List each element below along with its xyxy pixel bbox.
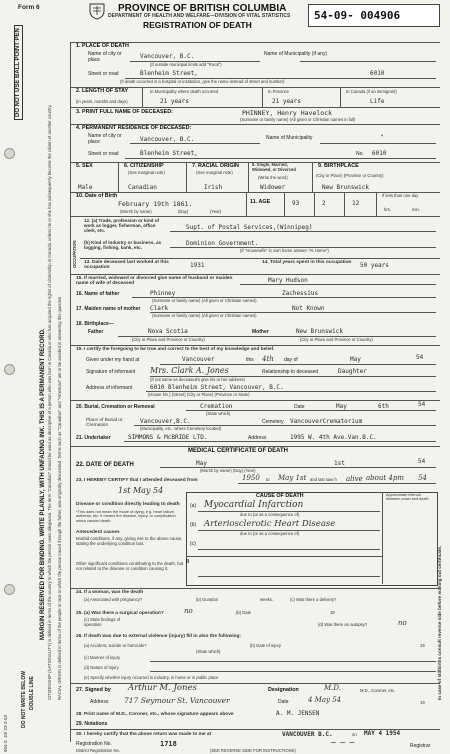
- full-name-sub: (Surname or family name) (All given or Christian names in full): [240, 117, 356, 122]
- district-registration-label: District Registration No.: [76, 748, 120, 753]
- residence-municipality: ": [380, 134, 384, 141]
- occurred-label: (e) Specify whether injury occurred in industry, in home or in public place: [84, 675, 219, 680]
- place-of-death-label: 1. PLACE OF DEATH: [76, 43, 129, 49]
- mother-surname: Clark: [150, 305, 169, 312]
- attended-label: 23. I HEREBY CERTIFY that I attended deceased from: [76, 478, 198, 483]
- interval-title: Approximate interval between onset and death: [386, 493, 429, 502]
- municipality-label: Name of Municipality (if any): [264, 51, 328, 57]
- sex-value: Male: [78, 184, 93, 191]
- birthplace-label: 9. BIRTHPLACE: [318, 163, 359, 169]
- dob-day-sub: (Day): [178, 209, 189, 214]
- registrar-date-stamp: MAY 4 1954: [364, 730, 401, 737]
- cause-of-death-title: CAUSE OF DEATH: [256, 493, 304, 499]
- business-value: Dominion Government.: [186, 240, 259, 247]
- birthplace-value: New Brunswick: [322, 184, 369, 191]
- department-line: DEPARTMENT OF HEALTH AND WELFARE—DIVISION OF VITAL STATISTICS: [108, 13, 291, 19]
- given-day-of-label: day of: [284, 357, 298, 363]
- occupation-side-label: OCCUPATION: [72, 240, 77, 268]
- father-label: 16. Name of father: [76, 291, 120, 297]
- stay-municipality-value: 21 years: [160, 98, 189, 105]
- given-year: 54: [416, 354, 424, 361]
- residence-street: Blenheim Street,: [140, 150, 198, 157]
- father-surname: Phinney: [150, 290, 176, 297]
- total-years-label: 14. Total years spent in this occupation: [262, 260, 352, 265]
- birthplace-mother-label: Mother: [252, 329, 269, 335]
- signer-address-label: Address: [90, 699, 109, 705]
- burial-place-label: Place of Burial or Cremation: [86, 418, 123, 429]
- date-of-birth-value: February 19th 1861.: [118, 200, 193, 208]
- dob-month-sub: (Month by name): [120, 209, 152, 214]
- birthplace-father-label: Father: [88, 329, 104, 335]
- undertaker-address-label: Address: [248, 435, 267, 441]
- father-sub: (Surname or family name) (All given or Christian names): [152, 298, 257, 303]
- last-saw-time: about 4pm: [366, 474, 404, 482]
- accident-label: (a) Accident, suicide or homicide?: [84, 643, 147, 648]
- date-of-birth-label: 10. Date of Birth: [76, 193, 118, 199]
- burial-place: Vancouver,B.C.: [140, 418, 191, 425]
- operation-date-label: (b) Date: [236, 610, 252, 615]
- disease-note: *This does not mean the mode of dying, e.g. heart failure, asthenia, etc. It means the disease, injury, or complication which caused death.: [76, 509, 176, 523]
- woman-weeks: weeks.: [260, 597, 274, 602]
- burial-label: 20. Burial, Cremation or Removal: [76, 404, 155, 410]
- stay-province-label: In Province: [268, 89, 289, 94]
- stay-canada-label: In Canada (if an immigrant): [346, 89, 397, 94]
- total-years-value: 50 years: [360, 262, 389, 269]
- double-line: DOUBLE LINE: [29, 676, 35, 710]
- full-name-label: 3. PRINT FULL NAME OF DECEASED:: [76, 109, 173, 115]
- stay-province-value: 21 years: [272, 98, 301, 105]
- stillbirth-note: In case of stillbirths consult reverse side before making out certificate.: [437, 545, 442, 700]
- age-label: 11. AGE: [250, 199, 271, 205]
- medical-certificate-title: MEDICAL CERTIFICATE OF DEATH: [188, 448, 288, 454]
- residence-municipality-label: Name of Municipality: [266, 135, 313, 141]
- informant-certify: 19. I certify the foregoing to be true and correct to the best of my knowledge and belief.: [76, 347, 275, 352]
- citizenship-sub: (See marginal note): [128, 170, 165, 175]
- marital-sub: (Write the word): [258, 175, 288, 180]
- citizenship-note: CITIZENSHIP (NATIONALITY) is defined in terms of the country to which the person owes allegiance. The term "Canadian" should be used as descriptive of a person who was born in Canada or who has acquired the rights of citizenship in Canada, unless he or she has subsequently become the citizen of another country.: [47, 104, 52, 700]
- registrar-label: Registrar: [410, 743, 431, 749]
- attended-year: 54: [418, 474, 427, 482]
- due-to-2: due to (or as a consequence of): [240, 531, 300, 536]
- antecedent-note: Morbid conditions, if any, giving rise to the above cause, stating the underlying condition last.: [76, 536, 183, 546]
- given-under-place: Vancouver: [182, 356, 215, 363]
- woman-label: 24. If a woman, was the death: [76, 590, 144, 595]
- cemetery-label: Cemetery: [262, 419, 284, 425]
- burial-day: 6th: [378, 403, 389, 410]
- relationship-value: Daughter: [338, 368, 367, 375]
- registrar-signature-icon: ~ ~ ~: [330, 738, 356, 747]
- length-of-stay-sub: (in years, months and days): [76, 99, 128, 104]
- hrs-label: hrs.: [384, 207, 391, 212]
- burial-year: 54: [418, 401, 426, 408]
- designation-value: M.D.: [324, 684, 341, 692]
- autopsy-value: no: [398, 619, 407, 627]
- name-of-city-label: Name of city or place: [88, 51, 122, 63]
- form-code: 904-3. 10/ 23-2-53: [3, 714, 8, 752]
- deceased-full-name: PHINNEY, Henry Havelock: [242, 109, 333, 117]
- birthplace-father-value: Nova Scotia: [148, 328, 188, 335]
- registrar-on-label: on: [352, 732, 357, 737]
- birthplace-mother-value: New Brunswick: [296, 328, 343, 335]
- undertaker-address: 1995 W. 4th Ave.Van.B.C.: [290, 434, 377, 441]
- registration-number: 54-09- 004906: [314, 9, 401, 22]
- attended-from: 1950: [242, 474, 260, 482]
- md-coroner-note: M.D., Coroner, etc.: [360, 688, 396, 693]
- signer-year-label: 19: [420, 700, 425, 705]
- residence-street-label: Street or road: [88, 151, 119, 157]
- residence-city: Vancouver, B.C.: [140, 136, 195, 143]
- birthplace-sub: (City or Place) (Province or Country): [316, 173, 384, 178]
- province-heading: PROVINCE OF BRITISH COLUMBIA: [118, 3, 287, 14]
- residence-number: 6010: [372, 150, 387, 157]
- cause-b-label: (b): [190, 522, 197, 528]
- marital-label: 8. Single, Married, Widowed, or Divorced: [252, 162, 296, 172]
- address-informant-label: Address of informant: [86, 385, 133, 391]
- operation-value: no: [184, 607, 193, 615]
- do-not-write-below: DO NOT WRITE BELOW: [21, 671, 27, 728]
- registrar-place: VANCOUVER B.C.: [282, 731, 333, 738]
- trade-value: Supt. of Postal Services,(Winnipeg): [186, 224, 313, 231]
- registration-number-label: Registration No.: [76, 741, 112, 747]
- signer-date: 4 May 54: [308, 696, 342, 704]
- attended-hand-date: 1st May 54: [118, 486, 164, 495]
- mother-label: 17. Maiden name of mother: [76, 306, 141, 312]
- min-label: min.: [412, 207, 420, 212]
- citizenship-label: 6. CITIZENSHIP: [124, 163, 164, 169]
- burial-place-sub: (Municipality, etc., where Cemetery located): [140, 426, 222, 431]
- place-of-death-number: 6010: [370, 70, 385, 77]
- marital-value: Widower: [260, 184, 286, 191]
- nature-label: (d) Nature of injury: [84, 665, 119, 670]
- signed-by-value: Arthur M. Jones: [128, 683, 197, 693]
- date-of-death-month: May: [196, 460, 207, 467]
- signer-date-label: Date: [278, 699, 289, 705]
- disease-leading-label: Disease or condition directly leading to death: [76, 502, 180, 507]
- undertaker-name: SIMMONS & McBRIDE LTD.: [128, 434, 208, 441]
- given-under-label: Given under my hand at: [86, 357, 140, 363]
- residence-label: 4. PERMANENT RESIDENCE OF DECEASED:: [76, 125, 192, 131]
- spouse-label: 15. If married, widowed or divorced give name of husband or maiden name of wife of deceased: [76, 276, 233, 287]
- other-conditions-numeral: II: [186, 559, 189, 565]
- birthplace-parents-sub-2: (City or Place and Province or Country): [300, 337, 373, 342]
- binder-hole-middle: [4, 364, 15, 375]
- burial-sub: (State which): [206, 411, 231, 416]
- autopsy-label: (d) Was there an autopsy?: [318, 622, 368, 627]
- date-of-death-label: 22. DATE OF DEATH: [76, 462, 134, 468]
- operation-label: 25. (a) Was there a surgical operation?: [76, 611, 164, 616]
- given-month: May: [350, 356, 361, 363]
- print-name-value: A. M. JENSEN: [276, 710, 320, 717]
- cause-b-value: Arteriosclerotic Heart Disease: [204, 519, 336, 529]
- trade-label: 12. (a) Trade, profession or kind of work as logger, fisherman, office clerk, etc.: [84, 218, 160, 234]
- form-title: REGISTRATION OF DEATH: [143, 20, 252, 30]
- notations-label: 29. Notations: [76, 721, 108, 727]
- operation-year-label: 19: [330, 610, 335, 615]
- place-of-death-street: Blenheim Street,: [140, 70, 198, 77]
- antecedent-label: Antecedent causes: [76, 530, 120, 535]
- address-informant: 6010 Blenheim Street, Vancouver, B.C.: [150, 384, 284, 391]
- cause-c-label: (c): [190, 541, 196, 547]
- age-years: 93: [292, 200, 300, 207]
- place-of-death-city: Vancouver, B.C.: [140, 53, 195, 60]
- other-conditions-note: Other significant conditions contributing to the death, but not related to the disease or condition causing it.: [76, 561, 184, 571]
- dob-year-sub: (Year): [210, 209, 222, 214]
- signature-informant: Mrs. Clark A. Jones: [150, 366, 229, 375]
- last-worked-value: 1931: [190, 262, 205, 269]
- last-worked-label: 13. Date deceased last worked at this occupation: [84, 260, 169, 271]
- cemetery-value: VancouverCrematorium: [290, 418, 363, 425]
- racial-origin-value: Irish: [204, 184, 223, 191]
- print-name-label: 28. Print name of M.D., Coroner, etc., whose signature appears above: [76, 712, 234, 717]
- cause-a-value: Myocardial Infarction: [204, 500, 304, 510]
- relationship-label: Relationship to deceased: [262, 369, 319, 375]
- age-days: 12: [352, 200, 360, 207]
- birthplace-parents-label: 18. Birthplace—: [76, 321, 114, 327]
- housewife-note: (If "Housewife" in own home answer "At Home"): [240, 248, 329, 253]
- outside-limits-note: (If outside municipal limits add "Rural"): [150, 62, 222, 67]
- given-this-label: this: [246, 357, 254, 363]
- length-of-stay-label: 2. LENGTH OF STAY: [76, 88, 129, 94]
- given-day: 4th: [262, 355, 274, 363]
- street-label: Street or road: [88, 71, 119, 77]
- citizenship-value: Canadian: [128, 184, 157, 191]
- date-of-death-day: 1st: [334, 460, 345, 467]
- hospital-note: (If death occurred in a hospital or institution, give the name instead of street and number): [120, 79, 285, 84]
- signed-by-label: 27. Signed by: [76, 687, 111, 693]
- birthplace-parents-sub-1: (City or Place and Province or Country): [132, 337, 205, 342]
- attended-to: May 1st: [278, 474, 307, 482]
- designation-label: Designation: [268, 687, 299, 693]
- operation-findings: (c) State findings of operation: [84, 617, 121, 627]
- sex-label: 5. SEX: [76, 163, 93, 169]
- binder-hole-bottom: [4, 584, 15, 595]
- father-given: Zachessius: [282, 290, 319, 297]
- last-saw-label: and last saw h: [310, 477, 337, 482]
- stay-canada-value: Life: [370, 98, 385, 105]
- ball-pen-stamp: DO NOT USE BALL POINT PEN: [14, 25, 23, 120]
- form-number: Form 6: [18, 4, 40, 11]
- registration-number-value: 1718: [160, 740, 177, 748]
- burial-month: May: [336, 403, 347, 410]
- burial-date-label: Date: [294, 404, 305, 410]
- date-of-death-year: 54: [418, 458, 426, 465]
- manner-label: (c) Manner of injury: [84, 655, 121, 660]
- crest-icon: [88, 2, 106, 20]
- last-saw-value: alive: [346, 475, 363, 483]
- spouse-value: Mary Hudson: [268, 277, 308, 284]
- binder-hole-top: [4, 148, 15, 159]
- signature-informant-label: Signature of informant: [86, 369, 136, 375]
- woman-b: (b) Duration: [196, 597, 219, 602]
- racial-origin-sub: (See marginal note): [196, 170, 233, 175]
- racial-origin-note: RACIAL ORIGIN is defined in terms of the people or race to which the person traced through the father, was originally descended. Terms such as "Canadian" and "American" are to be avoided in answering this question.: [57, 295, 62, 700]
- age-months: 2: [322, 200, 326, 207]
- burial-value: Cremation: [200, 403, 233, 410]
- mother-given: Not Known: [292, 305, 325, 312]
- business-label: (b) Kind of industry or business, as logging, fishing, bank, etc.: [84, 240, 162, 251]
- less-than-day-label: If less than one day: [382, 193, 419, 198]
- undertaker-label: 21. Undertaker: [76, 435, 111, 441]
- racial-origin-label: 7. RACIAL ORIGIN: [192, 163, 239, 169]
- due-to-1: due to (or as a consequence of): [240, 512, 300, 517]
- injury-year-label: 19: [420, 643, 425, 648]
- reverse-side-note: (SEE REVERSE SIDE FOR INSTRUCTIONS): [210, 748, 296, 753]
- address-informant-sub: (House No.) (Street) (City or Place) (Province or State): [148, 392, 250, 397]
- woman-a: (a) Associated with pregnancy?: [84, 597, 143, 602]
- violence-label: 26. If death was due to external violence (injury) fill in also the following:: [76, 634, 241, 639]
- residence-city-label: Name of city or place: [88, 133, 122, 145]
- injury-date-label: (b) Date of injury: [250, 643, 281, 648]
- signer-address: 717 Seymour St. Vancouver: [124, 696, 230, 705]
- residence-number-label: No.: [356, 151, 364, 157]
- mother-sub: (Surname or family name) (All given or Christian names): [152, 313, 257, 318]
- registrar-certify: 30. I hereby certify that the above return was made to me at: [76, 732, 212, 737]
- cause-a-label: (a): [190, 503, 197, 509]
- date-of-death-sub: (Month by name) (Day) (Year): [200, 468, 256, 473]
- spouse-address-note: (If not same as deceased's give his or her address): [150, 377, 245, 382]
- attended-to-label: to: [266, 477, 270, 482]
- woman-c: (c) Was there a delivery?: [290, 597, 337, 602]
- stay-municipality-label: In Municipality where death occurred: [150, 89, 219, 94]
- margin-reserved-note: MARGIN RESERVED FOR BINDING. WRITE PLAINLY, WITH UNFADING INK. THIS IS A PERMANENT RECORD.: [40, 328, 46, 640]
- accident-sub: (State which): [196, 649, 221, 654]
